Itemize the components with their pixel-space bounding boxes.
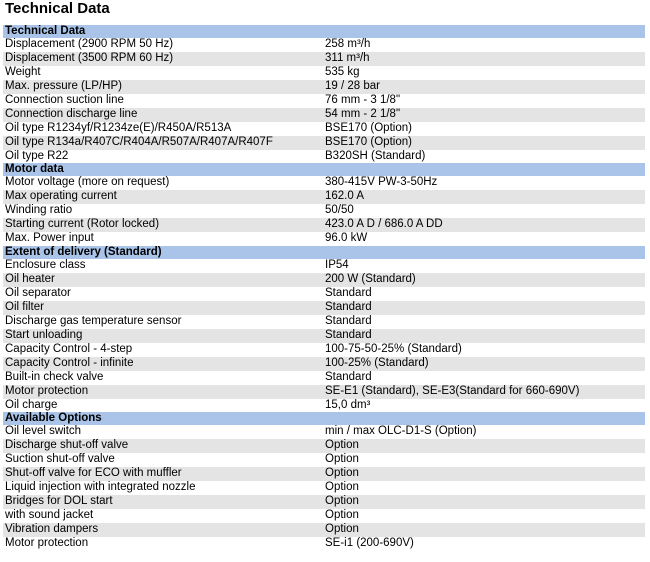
row-value: Option xyxy=(325,495,359,508)
table-row xyxy=(3,190,645,204)
row-value: 200 W (Standard) xyxy=(325,273,416,286)
row-value: 15,0 dm³ xyxy=(325,398,371,411)
row-label: Motor voltage (more on request) xyxy=(5,176,170,189)
table-row xyxy=(3,481,645,495)
row-value: Standard xyxy=(325,370,372,383)
table-row xyxy=(3,273,645,287)
row-value: 258 m³/h xyxy=(325,38,371,50)
row-label: Weight xyxy=(5,65,41,78)
row-label: Motor protection xyxy=(5,536,89,549)
row-label: Built-in check valve xyxy=(5,370,104,383)
row-label: Connection suction line xyxy=(5,93,124,106)
technical-data-table xyxy=(3,25,645,551)
row-label: Displacement (2900 RPM 50 Hz) xyxy=(5,38,174,50)
row-label: Oil level switch xyxy=(5,425,82,438)
row-label: Capacity Control - infinite xyxy=(5,356,134,369)
row-label: Max. pressure (LP/HP) xyxy=(5,79,122,92)
row-label: Suction shut-off valve xyxy=(5,453,115,466)
row-value: 162.0 A xyxy=(325,190,365,203)
row-value: Standard xyxy=(325,328,372,341)
row-label: Max operating current xyxy=(5,190,117,203)
row-label: Displacement (3500 RPM 60 Hz) xyxy=(5,51,174,64)
row-value: Standard xyxy=(325,314,372,327)
table-row xyxy=(3,38,645,52)
table-row xyxy=(3,385,645,399)
table-row xyxy=(3,509,645,523)
table-row xyxy=(3,343,645,357)
table-row xyxy=(3,66,645,80)
row-value: 100-75-50-25% (Standard) xyxy=(325,342,462,355)
row-label: Oil type R1234yf/R1234ze(E)/R450A/R513A xyxy=(5,121,232,134)
row-value: 50/50 xyxy=(325,204,354,217)
row-value: Option xyxy=(325,467,359,480)
table-row xyxy=(3,523,645,537)
row-label: Oil type R22 xyxy=(5,149,69,162)
table-row xyxy=(3,371,645,385)
section-header: Motor data xyxy=(3,163,645,176)
section-header: Technical Data xyxy=(3,25,645,38)
row-label: Vibration dampers xyxy=(5,523,99,535)
row-value: BSE170 (Option) xyxy=(325,135,412,148)
table-row xyxy=(3,80,645,94)
table-row xyxy=(3,467,645,481)
table-row xyxy=(3,399,645,413)
row-label: Shut-off valve for ECO with muffler xyxy=(5,467,182,480)
table-row xyxy=(3,150,645,164)
row-label: Oil type R134a/R407C/R404A/R507A/R407A/R407F xyxy=(5,135,273,148)
row-label: Winding ratio xyxy=(5,204,73,217)
row-label: Oil filter xyxy=(5,300,44,313)
table-row xyxy=(3,287,645,301)
row-value: min / max OLC-D1-S (Option) xyxy=(325,425,477,438)
row-value: Standard xyxy=(325,287,372,299)
table-row xyxy=(3,315,645,329)
row-label: Bridges for DOL start xyxy=(5,495,113,508)
row-value: 423.0 A D / 686.0 A DD xyxy=(325,218,443,231)
row-label: Oil heater xyxy=(5,273,55,286)
row-label: Oil charge xyxy=(5,398,58,411)
row-value: SE-E1 (Standard), SE-E3(Standard for 660-690V) xyxy=(325,384,580,397)
row-label: with sound jacket xyxy=(5,509,94,522)
page-title: Technical Data xyxy=(5,0,110,17)
row-value: IP54 xyxy=(325,259,349,272)
row-value: Option xyxy=(325,509,359,522)
row-value: B320SH (Standard) xyxy=(325,149,426,162)
row-value: 19 / 28 bar xyxy=(325,79,380,92)
row-label: Capacity Control - 4-step xyxy=(5,342,133,355)
row-label: Max. Power input xyxy=(5,232,94,245)
table-row xyxy=(3,52,645,66)
row-value: 54 mm - 2 1/8" xyxy=(325,107,401,120)
table-row xyxy=(3,122,645,136)
row-value: Standard xyxy=(325,300,372,313)
row-label: Enclosure class xyxy=(5,259,86,272)
row-label: Connection discharge line xyxy=(5,107,138,120)
row-value: 96.0 kW xyxy=(325,232,368,245)
table-row xyxy=(3,259,645,273)
row-value: 311 m³/h xyxy=(325,51,370,64)
row-value: Option xyxy=(325,481,359,494)
row-value: 100-25% (Standard) xyxy=(325,356,429,369)
table-row xyxy=(3,108,645,122)
table-row xyxy=(3,94,645,108)
row-value: SE-i1 (200-690V) xyxy=(325,536,414,549)
row-value: 535 kg xyxy=(325,65,360,78)
table-row xyxy=(3,136,645,150)
row-value: Option xyxy=(325,439,359,452)
table-row xyxy=(3,218,645,232)
table-row xyxy=(3,439,645,453)
table-row xyxy=(3,453,645,467)
row-label: Start unloading xyxy=(5,328,83,341)
table-row xyxy=(3,537,645,551)
row-label: Motor protection xyxy=(5,384,89,397)
row-value: Option xyxy=(325,523,359,535)
row-label: Starting current (Rotor locked) xyxy=(5,218,160,231)
row-value: BSE170 (Option) xyxy=(325,121,412,134)
table-row xyxy=(3,232,645,246)
row-value: Option xyxy=(325,453,359,466)
row-label: Oil separator xyxy=(5,287,71,299)
table-row xyxy=(3,301,645,315)
table-row xyxy=(3,204,645,218)
table-row xyxy=(3,495,645,509)
row-label: Discharge shut-off valve xyxy=(5,439,129,452)
section-header: Extent of delivery (Standard) xyxy=(3,246,645,259)
table-row xyxy=(3,176,645,190)
row-value: 76 mm - 3 1/8" xyxy=(325,93,401,106)
table-row xyxy=(3,425,645,439)
row-value: 380-415V PW-3-50Hz xyxy=(325,176,438,189)
row-label: Discharge gas temperature sensor xyxy=(5,314,182,327)
table-row xyxy=(3,357,645,371)
row-label: Liquid injection with integrated nozzle xyxy=(5,481,196,494)
table-row xyxy=(3,329,645,343)
section-header: Available Options xyxy=(3,412,645,425)
